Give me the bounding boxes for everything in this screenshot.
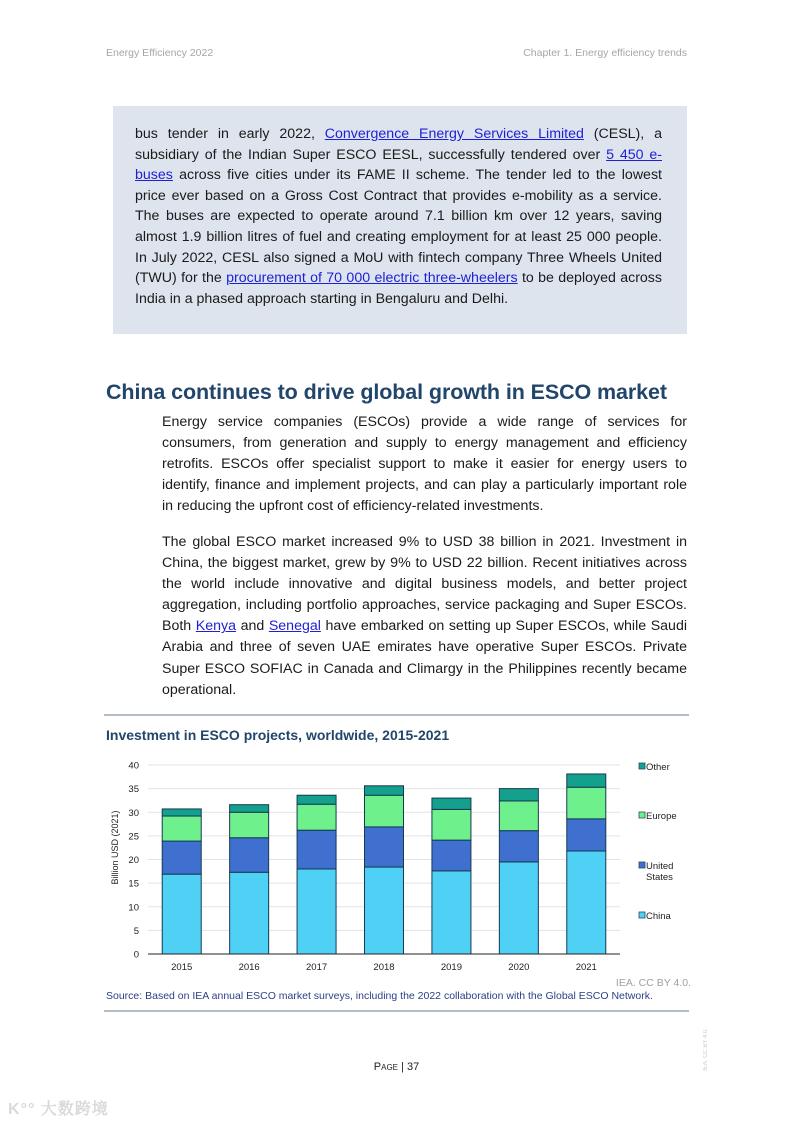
kenya-link[interactable]: Kenya: [195, 618, 236, 635]
bar-segment-europe: [432, 809, 471, 840]
section-heading: China continues to drive global growth in ESCO market: [106, 380, 667, 404]
bar-segment-china: [567, 851, 606, 954]
bar-segment-united-states: [230, 838, 269, 872]
bar-segment-other: [162, 809, 201, 816]
bar-segment-united-states: [567, 819, 606, 851]
bar-segment-china: [432, 871, 471, 954]
senegal-link[interactable]: Senegal: [268, 618, 321, 635]
y-tick-label: 25: [128, 831, 139, 843]
three-wheelers-link[interactable]: procurement of 70 000 electric three-wheelers: [226, 270, 518, 287]
legend-label: States: [646, 872, 673, 883]
page-number: Page | 37: [373, 1061, 420, 1073]
ebuses-link[interactable]: 5 450 e-buses: [135, 146, 662, 184]
bar-segment-united-states: [432, 840, 471, 871]
y-tick-label: 30: [128, 807, 139, 819]
y-tick-label: 35: [128, 784, 139, 796]
bar-segment-europe: [297, 804, 336, 830]
bar-segment-china: [499, 862, 538, 954]
bar-segment-europe: [567, 787, 606, 819]
legend-swatch: [639, 912, 645, 918]
legend-label: China: [646, 911, 671, 922]
bar-segment-europe: [162, 816, 201, 841]
bar-segment-other: [365, 786, 404, 795]
y-tick-label: 40: [128, 760, 139, 772]
legend-swatch: [639, 812, 645, 818]
figure-source: Source: Based on IEA annual ESCO market surveys, including the 2022 collaboration with the Global ESCO Network.: [106, 990, 653, 1002]
case-study-box: [113, 106, 687, 334]
bar-segment-china: [365, 867, 404, 954]
legend-swatch: [639, 862, 645, 868]
side-credit: IEA. CC BY 4.0.: [703, 1028, 709, 1071]
watermark-logo: K°° 大数跨境: [8, 1101, 109, 1118]
stacked-bar-chart: [104, 752, 694, 977]
bar-segment-china: [297, 869, 336, 954]
cesl-link[interactable]: Convergence Energy Services Limited: [324, 126, 584, 142]
figure-bottom-divider: [104, 1010, 689, 1012]
x-tick-label: 2018: [373, 962, 395, 973]
legend-label: Europe: [646, 811, 677, 822]
x-tick-label: 2017: [306, 962, 328, 973]
y-tick-label: 5: [133, 925, 139, 937]
bar-segment-other: [230, 805, 269, 813]
x-tick-label: 2020: [508, 962, 530, 973]
legend-label: United: [646, 861, 674, 872]
x-tick-label: 2016: [238, 962, 260, 973]
x-tick-label: 2015: [171, 962, 193, 973]
y-tick-label: 20: [128, 855, 139, 866]
figure-title: Investment in ESCO projects, worldwide, 2015-2021: [106, 727, 450, 743]
running-header: [106, 47, 687, 59]
case-study-text: bus tender in early 2022, Convergence Energy Services Limited (CESL), a subsidiary of the Indian Super ESCO EESL, successfully tendered over 5 450 e-buses across five cities under its FAME II scheme. The tender led to the lowest price ever based on a Gross Cost Contract that provides e-mobility as a service. The buses are expected to operate around 7.1 billion km over 12 years, saving almost 1.9 billion litres of fuel and creating employment for at least 25 000 people. In July 2022, CESL also signed a MoU with fintech company Three Wheels United (TWU) for the procurement of 70 000 electric three-wheelers to be deployed across India in a phased approach starting in Bengaluru and Delhi.: [135, 126, 662, 307]
bar-segment-united-states: [365, 827, 404, 867]
esco-investment-chart: [104, 752, 694, 977]
legend-label: Other: [646, 762, 670, 773]
paragraph-escos: Energy service companies (ESCOs) provide a wide range of services for consumers, from generation and supply to energy management and efficiency retrofits. ESCOs offer specialist support to make it easier for energy users to identify, finance and implement projects, and can play a particularly important role in reducing the upfront cost of efficiency-related investments.: [162, 414, 687, 515]
bar-segment-europe: [499, 801, 538, 831]
x-tick-label: 2021: [575, 962, 597, 973]
bar-segment-united-states: [499, 831, 538, 862]
legend-swatch: [639, 763, 645, 769]
bar-segment-china: [162, 874, 201, 954]
bar-segment-other: [499, 789, 538, 801]
report-title: Energy Efficiency 2022: [106, 47, 214, 59]
bar-segment-united-states: [297, 830, 336, 869]
bar-segment-united-states: [162, 841, 201, 874]
chapter-title: Chapter 1. Energy efficiency trends: [523, 47, 687, 59]
bar-segment-other: [567, 774, 606, 787]
x-tick-label: 2019: [440, 962, 462, 973]
y-tick-label: 15: [128, 878, 139, 890]
figure-top-divider: [104, 714, 689, 716]
y-tick-label: 10: [128, 902, 139, 914]
bar-segment-europe: [230, 812, 269, 838]
bar-segment-europe: [365, 795, 404, 827]
bar-segment-china: [230, 872, 269, 954]
bar-segment-other: [432, 798, 471, 809]
paragraph-market: The global ESCO market increased 9% to USD 38 billion in 2021. Investment in China, the biggest market, grew by 9% to USD 22 billion. Recent initiatives across the world include innovative and digital business models, and better project aggregation, including portfolio approaches, service packaging and Super ESCOs. Both Kenya and Senegal have embarked on setting up Super ESCOs, while Saudi Arabia and three of seven UAE emirates have operative Super ESCOs. Private Super ESCO SOFIAC in Canada and Climargy in the Philippines recently became operational.: [162, 534, 687, 698]
y-tick-label: 0: [133, 949, 139, 961]
y-axis-label: Billion USD (2021): [110, 810, 120, 885]
figure-credit: IEA. CC BY 4.0.: [615, 977, 691, 989]
bar-segment-other: [297, 795, 336, 804]
